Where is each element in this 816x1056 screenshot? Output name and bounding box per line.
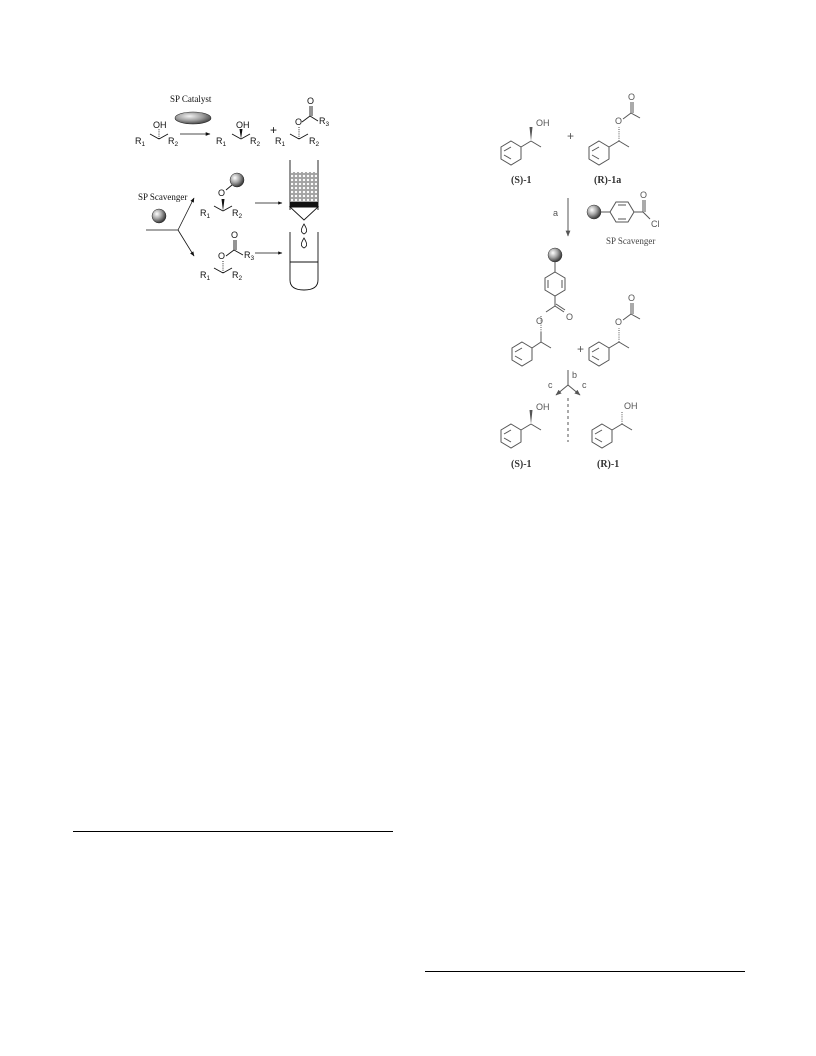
cl-label: Cl bbox=[651, 219, 660, 229]
label-s1-bottom: (S)-1 bbox=[511, 459, 532, 470]
footnote-rule-left bbox=[73, 831, 393, 832]
r3-label: $R_3$ bbox=[319, 116, 330, 128]
plus-sign: + bbox=[567, 129, 575, 143]
r2-label: $R_2$ bbox=[309, 136, 320, 148]
sp-scavenger-reagent bbox=[587, 190, 660, 229]
label-r1a: (R)-1a bbox=[594, 175, 622, 186]
step-a-label: a bbox=[553, 208, 559, 218]
step-c-label: c bbox=[582, 380, 587, 390]
o-label: O bbox=[566, 312, 574, 322]
o-label: O bbox=[615, 317, 623, 327]
r1-label: $R_1$ bbox=[200, 270, 211, 282]
step-b-label: b bbox=[572, 370, 578, 380]
r2-label: $R_2$ bbox=[232, 270, 243, 282]
o-label: O bbox=[640, 190, 648, 200]
oh-label: OH bbox=[536, 118, 550, 128]
o-label: O bbox=[231, 230, 239, 240]
r1-label: $R_1$ bbox=[200, 208, 211, 220]
label-r1: (R)-1 bbox=[597, 459, 620, 470]
o-label: O bbox=[628, 92, 636, 102]
step-c-label: c bbox=[548, 380, 553, 390]
r2-label: $R_2$ bbox=[168, 136, 179, 148]
resin-bound-ester bbox=[512, 248, 573, 366]
r2-label: $R_2$ bbox=[250, 136, 261, 148]
o-label: O bbox=[307, 96, 315, 106]
r1-label: $R_1$ bbox=[216, 136, 227, 148]
oh-label: OH bbox=[153, 120, 167, 130]
o-label: O bbox=[628, 293, 636, 303]
sp-scavenger-label: SP Scavenger bbox=[138, 192, 188, 202]
r1-label: $R_1$ bbox=[275, 136, 286, 148]
sp-catalyst-label: SP Catalyst bbox=[170, 94, 212, 104]
o-label: O bbox=[295, 117, 303, 127]
oh-label: OH bbox=[536, 402, 550, 412]
sp-scavenger-label-right: SP Scavenger bbox=[606, 236, 656, 246]
split-arrows-bc bbox=[556, 370, 580, 442]
plus-sign: + bbox=[577, 342, 585, 356]
oh-label: OH bbox=[236, 120, 250, 130]
o-label: O bbox=[218, 188, 226, 198]
compound-s1-top bbox=[501, 127, 541, 165]
r3-label: $R_3$ bbox=[244, 250, 255, 262]
r2-label: $R_2$ bbox=[232, 208, 243, 220]
o-label: O bbox=[536, 316, 544, 326]
footnote-rule-right bbox=[425, 971, 745, 972]
oh-label: OH bbox=[624, 401, 638, 411]
compound-r1a bbox=[589, 102, 640, 165]
plus-sign: + bbox=[270, 123, 278, 137]
o-label: O bbox=[615, 116, 623, 126]
r1-label: $R_1$ bbox=[135, 136, 146, 148]
label-s1: (S)-1 bbox=[511, 175, 532, 186]
compound-r1 bbox=[592, 411, 632, 448]
compound-r1a-middle bbox=[589, 303, 640, 366]
o-label: O bbox=[218, 251, 226, 261]
compound-s1-bottom bbox=[501, 410, 541, 448]
